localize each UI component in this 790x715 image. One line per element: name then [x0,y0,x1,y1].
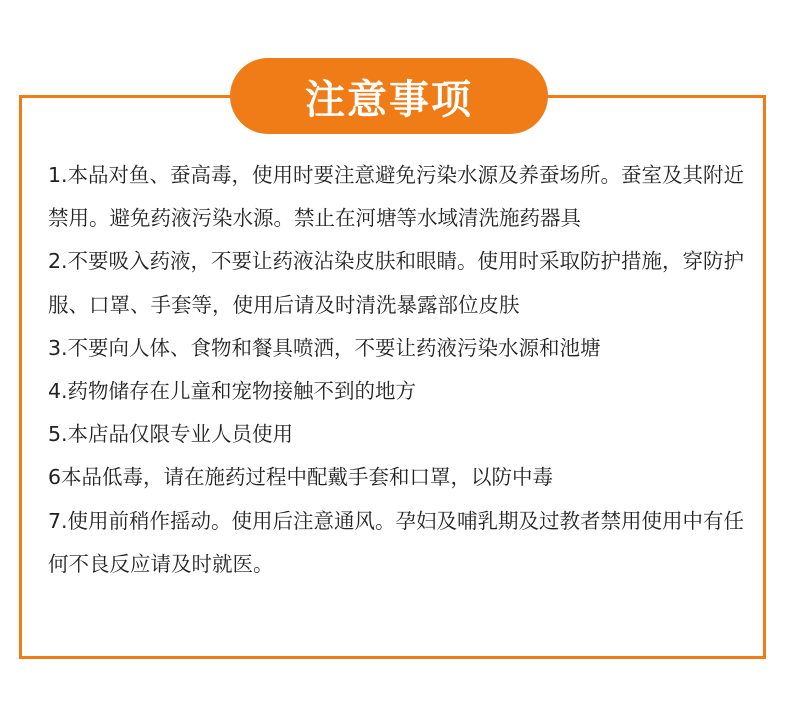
notice-item-5: 5.本店品仅限专业人员使用 [48,422,294,447]
page-title: 注意事项 [305,76,473,123]
notice-item-4: 4.药物储存在儿童和宠物接触不到的地方 [48,379,417,404]
notice-item-1: 1.本品对鱼、蚕高毒，使用时要注意避免污染水源及养蚕场所。蚕室及其附近禁用。避免药液污染水源。禁止在河塘等水域清洗施药器具 [48,163,745,231]
notice-item-2: 2.不要吸入药液，不要让药液沾染皮肤和眼睛。使用时采取防护措施，穿防护服、口罩、手套等，使用后请及时清洗暴露部位皮肤 [48,249,745,317]
title-banner [230,58,548,134]
notice-item-6: 6本品低毒，请在施药过程中配戴手套和口罩，以防中毒 [48,465,554,490]
notice-item-3: 3.不要向人体、食物和餐具喷洒，不要让药液污染水源和池塘 [48,335,601,360]
notice-list [48,154,748,586]
notice-item-7: 7.使用前稍作摇动。使用后注意通风。孕妇及哺乳期及过教者禁用使用中有任何不良反应请及时就医。 [48,508,745,576]
